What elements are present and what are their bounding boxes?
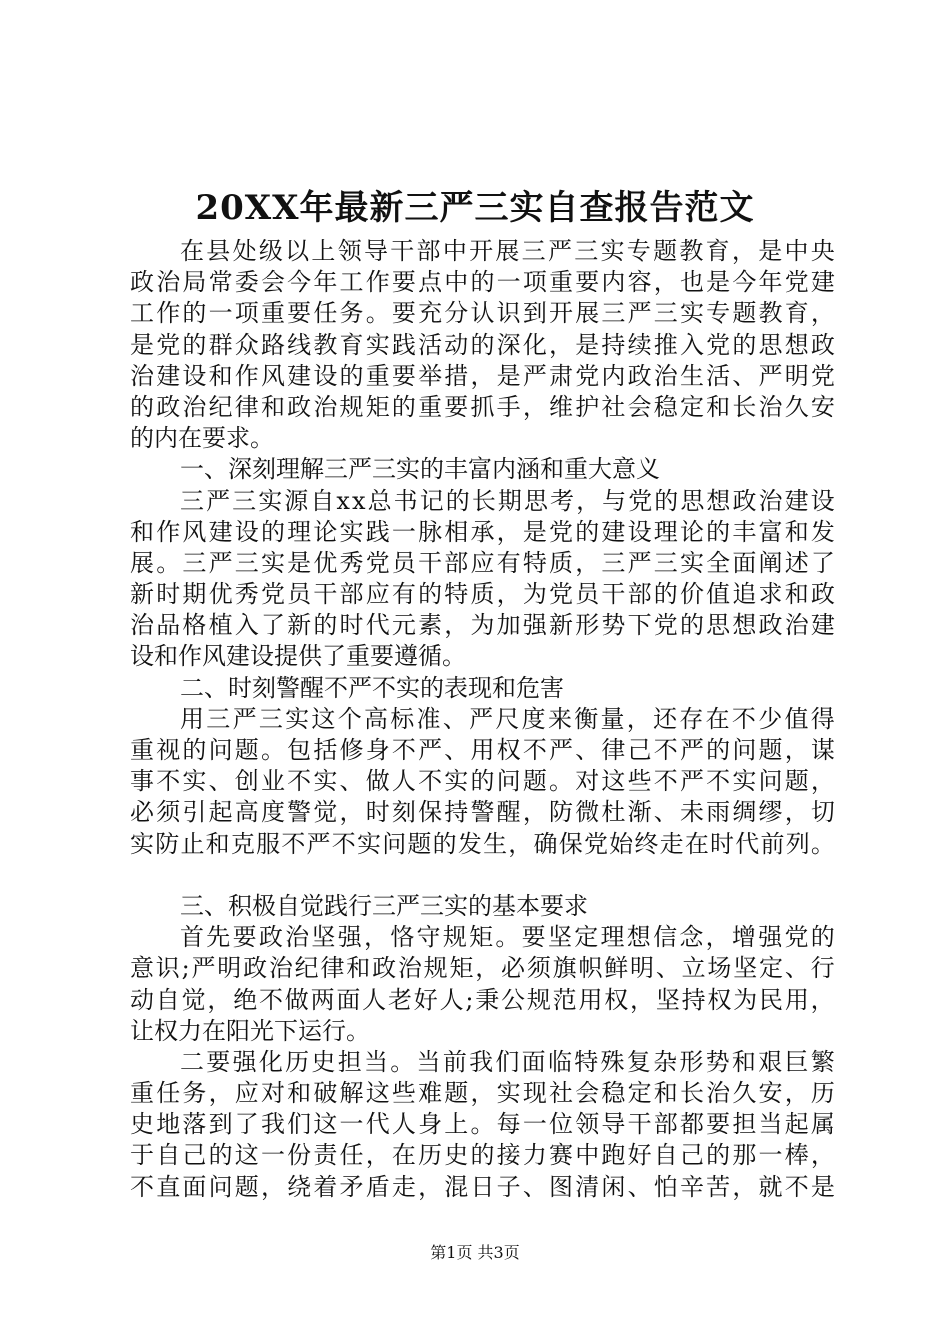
text-line: 新 时 期 优 秀 党 员 干 部 应 有 的 特 质 ， 为 党 员 干 部 的 价 值 追 求 和 政 <box>130 580 835 609</box>
text-line: 三 严 三 实 源 自 x x 总 书 记 的 长 期 思 考 ， 与 党 的 思 想 政 治 建 设 <box>180 486 835 515</box>
text-line: 治 建 设 和 作 风 建 设 的 重 要 举 措 ， 是 严 肃 党 内 政 治 生 活 、 严 明 党 <box>130 361 835 390</box>
text-line: 政 治 局 常 委 会 今 年 工 作 要 点 中 的 一 项 重 要 内 容 ， 也 是 今 年 党 建 <box>130 268 835 297</box>
text-line: 必 须 引 起 高 度 警 觉 ， 时 刻 保 持 警 醒 ， 防 微 杜 渐 、 未 雨 绸 缪 ， 切 <box>130 798 835 827</box>
text-line: 首 先 要 政 治 坚 强 ， 恪 守 规 矩 。 要 坚 定 理 想 信 念 ， 增 强 党 的 <box>180 923 835 952</box>
text-line: 的内在要求。 <box>130 424 274 453</box>
page-footer: 第1页 共3页 <box>430 1243 520 1262</box>
text-line: 在 县 处 级 以 上 领 导 干 部 中 开 展 三 严 三 实 专 题 教 育 ， 是 中 央 <box>180 237 835 265</box>
text-line: 重 视 的 问 题 。 包 括 修 身 不 严 、 用 权 不 严 、 律 己 不 严 的 问 题 ， 谋 <box>130 736 835 764</box>
text-line: 动 自 觉 ， 绝 不 做 两 面 人 老 好 人 ; 秉 公 规 范 用 权 ， 坚 持 权 为 民 用 ， <box>130 985 835 1014</box>
text-line: 实 防 止 和 克 服 不 严 不 实 问 题 的 发 生 ， 确 保 党 始 终 走 在 时 代 前 列 。 <box>130 829 835 858</box>
text-line: 三、积极自觉践行三严三实的基本要求 <box>180 891 588 920</box>
text-line: 展 。 三 严 三 实 是 优 秀 党 员 干 部 应 有 特 质 ， 三 严 三 实 全 面 阐 述 了 <box>130 548 835 577</box>
text-line: 用 三 严 三 实 这 个 高 标 准 、 严 尺 度 来 衡 量 ， 还 存 在 不 少 值 得 <box>180 704 835 733</box>
text-line: 于 自 己 的 这 一 份 责 任 ， 在 历 史 的 接 力 赛 中 跑 好 自 己 的 那 一 棒 ， <box>130 1141 835 1170</box>
text-line: 工 作 的 一 项 重 要 任 务 。 要 充 分 认 识 到 开 展 三 严 三 实 专 题 教 育 ， <box>130 299 835 328</box>
text-line: 意 识 ; 严 明 政 治 纪 律 和 政 治 规 矩 ， 必 须 旗 帜 鲜 明 、 立 场 坚 定 、 行 <box>130 954 835 983</box>
document-body <box>130 236 835 1203</box>
text-line: 史 地 落 到 了 我 们 这 一 代 人 身 上 。 每 一 位 领 导 干 部 都 要 担 当 起 属 <box>130 1110 835 1139</box>
text-line: 一、深刻理解三严三实的丰富内涵和重大意义 <box>180 455 660 484</box>
document-title: 20XX年最新三严三实自查报告范文 <box>195 188 755 228</box>
text-line: 设和作风建设提供了重要遵循。 <box>130 642 466 671</box>
text-line: 治 品 格 植 入 了 新 的 时 代 元 素 ， 为 加 强 新 形 势 下 党 的 思 想 政 治 建 <box>130 611 835 640</box>
text-line: 二 要 强 化 历 史 担 当 。 当 前 我 们 面 临 特 殊 复 杂 形 势 和 艰 巨 繁 <box>180 1047 835 1076</box>
text-line: 二、时刻警醒不严不实的表现和危害 <box>180 673 564 702</box>
blank-line <box>130 860 835 891</box>
text-line: 的 政 治 纪 律 和 政 治 规 矩 的 重 要 抓 手 ， 维 护 社 会 稳 定 和 长 治 久 安 <box>130 392 835 421</box>
text-line: 和 作 风 建 设 的 理 论 实 践 一 脉 相 承 ， 是 党 的 建 设 理 论 的 丰 富 和 发 <box>130 517 835 546</box>
text-line: 重 任 务 ， 应 对 和 破 解 这 些 难 题 ， 实 现 社 会 稳 定 和 长 治 久 安 ， 历 <box>130 1079 835 1108</box>
text-line: 让权力在阳光下运行。 <box>130 1016 370 1045</box>
text-line: 是 党 的 群 众 路 线 教 育 实 践 活 动 的 深 化 ， 是 持 续 推 入 党 的 思 想 政 <box>130 330 835 359</box>
text-line: 事 不 实 、 创 业 不 实 、 做 人 不 实 的 问 题 。 对 这 些 不 严 不 实 问 题 ， <box>130 767 835 796</box>
text-line: 不 直 面 问 题 ， 绕 着 矛 盾 走 ， 混 日 子 、 图 清 闲 、 怕 辛 苦 ， 就 不 是 <box>130 1172 835 1201</box>
